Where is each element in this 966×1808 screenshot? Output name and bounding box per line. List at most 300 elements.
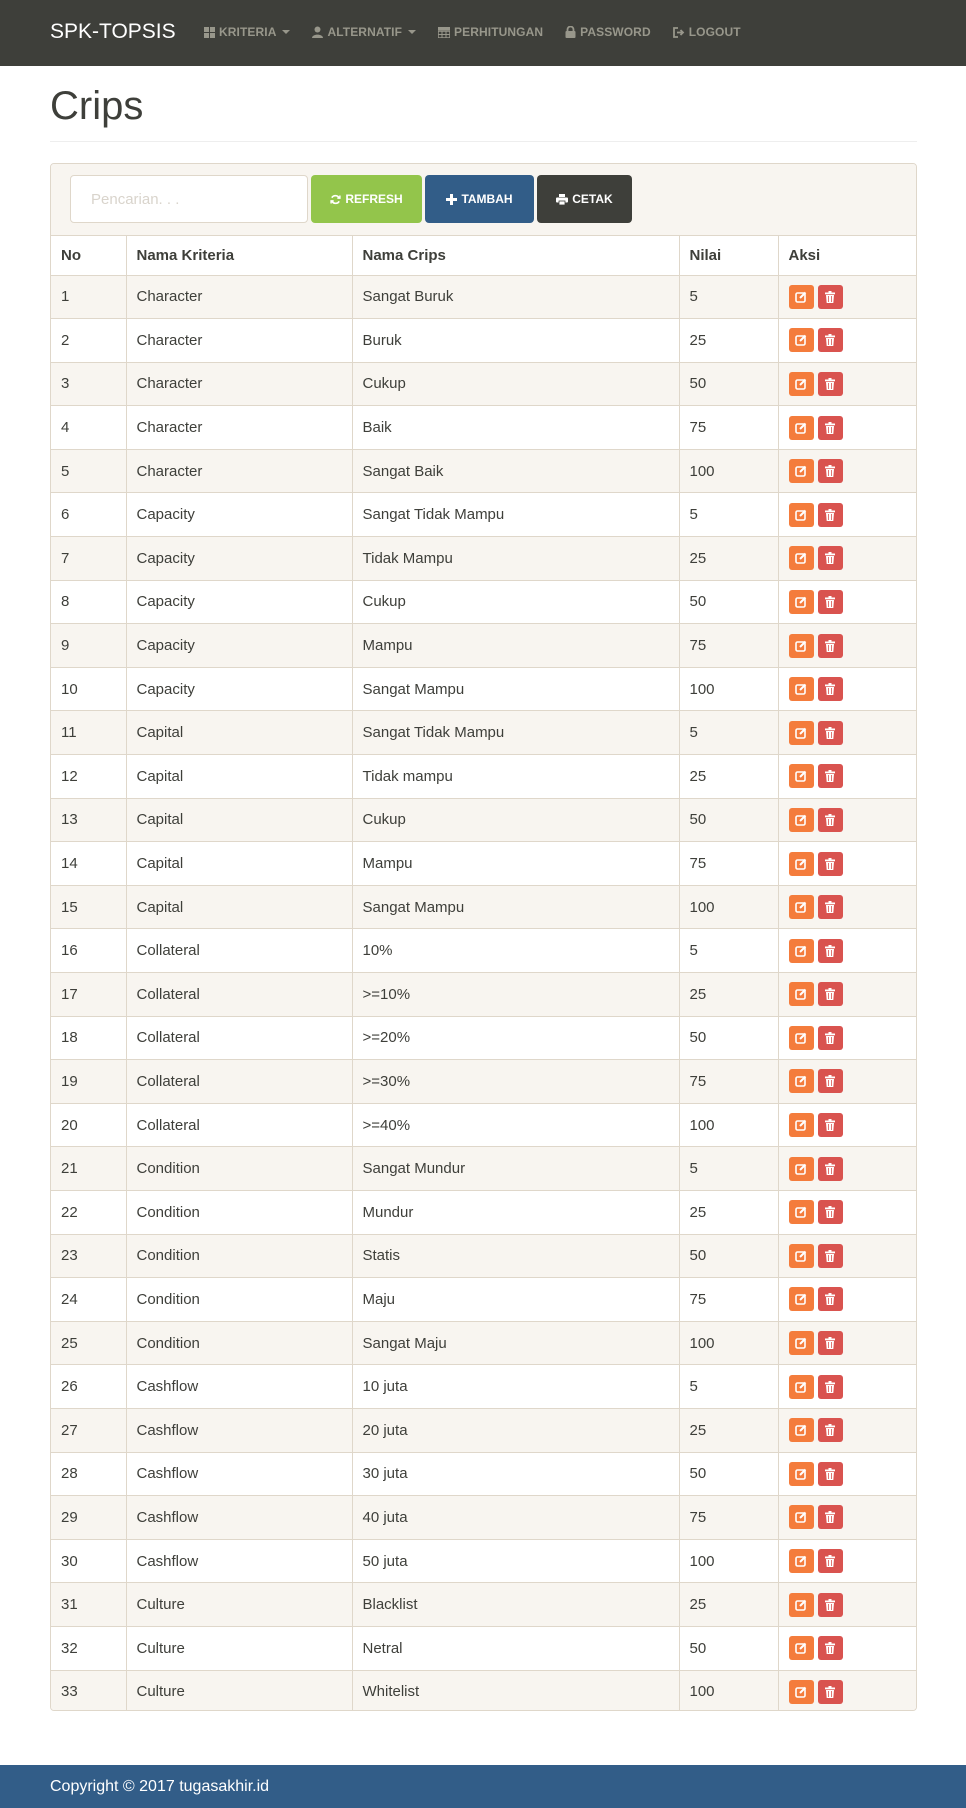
cell-nilai: 100 bbox=[679, 1539, 778, 1583]
cell-nilai: 100 bbox=[679, 449, 778, 493]
edit-button[interactable] bbox=[789, 721, 814, 745]
cell-nilai: 50 bbox=[679, 798, 778, 842]
cell-nama-kriteria: Cashflow bbox=[126, 1539, 352, 1583]
nav-label: PASSWORD bbox=[580, 25, 651, 39]
cell-no: 18 bbox=[51, 1016, 126, 1060]
edit-button[interactable] bbox=[789, 764, 814, 788]
cell-nama-crips: >=20% bbox=[352, 1016, 679, 1060]
delete-button[interactable] bbox=[818, 1375, 843, 1399]
cell-nilai: 100 bbox=[679, 1103, 778, 1147]
delete-button[interactable] bbox=[818, 546, 843, 570]
edit-icon bbox=[795, 1206, 807, 1218]
cell-aksi bbox=[778, 1365, 916, 1409]
row-actions bbox=[789, 590, 907, 614]
nav-item-password[interactable] bbox=[561, 0, 669, 64]
trash-icon bbox=[825, 901, 835, 913]
cell-nama-crips: 10 juta bbox=[352, 1365, 679, 1409]
cell-aksi bbox=[778, 1147, 916, 1191]
table-row bbox=[51, 1016, 916, 1060]
delete-button[interactable] bbox=[818, 852, 843, 876]
cell-nama-crips: Sangat Baik bbox=[352, 449, 679, 493]
table-row bbox=[51, 1365, 916, 1409]
edit-button[interactable] bbox=[789, 416, 814, 440]
delete-button[interactable] bbox=[818, 1636, 843, 1660]
edit-button[interactable] bbox=[789, 1462, 814, 1486]
crips-table bbox=[51, 236, 916, 1711]
refresh-label: REFRESH bbox=[345, 192, 403, 206]
delete-button[interactable] bbox=[818, 677, 843, 701]
delete-button[interactable] bbox=[818, 328, 843, 352]
delete-button[interactable] bbox=[818, 285, 843, 309]
crips-panel bbox=[50, 163, 917, 1711]
cell-nilai: 50 bbox=[679, 362, 778, 406]
cell-aksi bbox=[778, 362, 916, 406]
row-actions bbox=[789, 285, 907, 309]
plus-icon bbox=[446, 194, 457, 205]
edit-icon bbox=[795, 727, 807, 739]
trash-icon bbox=[825, 1381, 835, 1393]
edit-button[interactable] bbox=[789, 1680, 814, 1704]
navbar bbox=[0, 0, 966, 66]
cell-no: 2 bbox=[51, 319, 126, 363]
edit-button[interactable] bbox=[789, 1549, 814, 1573]
cell-nama-crips: Cukup bbox=[352, 798, 679, 842]
edit-icon bbox=[795, 1250, 807, 1262]
cell-aksi bbox=[778, 1190, 916, 1234]
table-row bbox=[51, 362, 916, 406]
trash-icon bbox=[825, 1119, 835, 1131]
row-actions bbox=[789, 1069, 907, 1093]
cell-aksi bbox=[778, 929, 916, 973]
cell-no: 13 bbox=[51, 798, 126, 842]
cell-nama-kriteria: Capacity bbox=[126, 537, 352, 581]
edit-button[interactable] bbox=[789, 1200, 814, 1224]
cell-nama-crips: Sangat Mampu bbox=[352, 667, 679, 711]
cell-nama-crips: Sangat Tidak Mampu bbox=[352, 493, 679, 537]
edit-button[interactable] bbox=[789, 546, 814, 570]
cell-no: 1 bbox=[51, 275, 126, 319]
title-divider bbox=[50, 141, 917, 142]
delete-button[interactable] bbox=[818, 982, 843, 1006]
row-actions bbox=[789, 416, 907, 440]
trash-icon bbox=[825, 814, 835, 826]
edit-icon bbox=[795, 509, 807, 521]
cell-nama-kriteria: Condition bbox=[126, 1321, 352, 1365]
cell-nama-kriteria: Capital bbox=[126, 885, 352, 929]
edit-button[interactable] bbox=[789, 1244, 814, 1268]
table-row bbox=[51, 1408, 916, 1452]
cell-nama-crips: Mampu bbox=[352, 842, 679, 886]
cell-nama-crips: Maju bbox=[352, 1278, 679, 1322]
row-actions bbox=[789, 721, 907, 745]
edit-button[interactable] bbox=[789, 1331, 814, 1355]
delete-button[interactable] bbox=[818, 503, 843, 527]
cell-nama-crips: Baik bbox=[352, 406, 679, 450]
cell-nilai: 5 bbox=[679, 1147, 778, 1191]
cell-nilai: 50 bbox=[679, 1016, 778, 1060]
row-actions bbox=[789, 1200, 907, 1224]
table-row bbox=[51, 406, 916, 450]
cell-nama-crips: Sangat Buruk bbox=[352, 275, 679, 319]
delete-button[interactable] bbox=[818, 1287, 843, 1311]
cell-nama-kriteria: Cashflow bbox=[126, 1496, 352, 1540]
nav-label: LOGOUT bbox=[688, 25, 741, 39]
nav-item-alternatif[interactable] bbox=[308, 0, 434, 64]
nav-label: KRITERIA bbox=[219, 25, 277, 39]
edit-icon bbox=[795, 1511, 807, 1523]
panel-toolbar bbox=[51, 164, 916, 236]
edit-icon bbox=[795, 378, 807, 390]
cell-no: 31 bbox=[51, 1583, 126, 1627]
cell-aksi bbox=[778, 1626, 916, 1670]
delete-button[interactable] bbox=[818, 1113, 843, 1137]
edit-icon bbox=[795, 552, 807, 564]
delete-button[interactable] bbox=[818, 1069, 843, 1093]
cell-no: 25 bbox=[51, 1321, 126, 1365]
delete-button[interactable] bbox=[818, 590, 843, 614]
edit-button[interactable] bbox=[789, 1418, 814, 1442]
cell-nilai: 50 bbox=[679, 1234, 778, 1278]
row-actions bbox=[789, 895, 907, 919]
cell-aksi bbox=[778, 1583, 916, 1627]
edit-button[interactable] bbox=[789, 1287, 814, 1311]
cell-aksi bbox=[778, 1670, 916, 1711]
cell-no: 6 bbox=[51, 493, 126, 537]
delete-button[interactable] bbox=[818, 939, 843, 963]
cell-nama-kriteria: Culture bbox=[126, 1670, 352, 1711]
cell-aksi bbox=[778, 1103, 916, 1147]
table-row bbox=[51, 929, 916, 973]
cell-nilai: 50 bbox=[679, 1626, 778, 1670]
edit-button[interactable] bbox=[789, 1069, 814, 1093]
nav-item-perhitungan[interactable] bbox=[434, 0, 561, 64]
cell-no: 33 bbox=[51, 1670, 126, 1711]
trash-icon bbox=[825, 1250, 835, 1262]
cell-aksi bbox=[778, 1278, 916, 1322]
trash-icon bbox=[825, 1555, 835, 1567]
edit-icon bbox=[795, 814, 807, 826]
edit-button[interactable] bbox=[789, 285, 814, 309]
cell-aksi bbox=[778, 624, 916, 668]
cell-nilai: 75 bbox=[679, 1278, 778, 1322]
cell-no: 28 bbox=[51, 1452, 126, 1496]
delete-button[interactable] bbox=[818, 1505, 843, 1529]
cell-no: 23 bbox=[51, 1234, 126, 1278]
cell-nama-crips: Statis bbox=[352, 1234, 679, 1278]
trash-icon bbox=[825, 1642, 835, 1654]
edit-button[interactable] bbox=[789, 503, 814, 527]
edit-button[interactable] bbox=[789, 1375, 814, 1399]
cell-nama-crips: Sangat Mundur bbox=[352, 1147, 679, 1191]
nav-item-kriteria[interactable] bbox=[200, 0, 308, 64]
trash-icon bbox=[825, 1293, 835, 1305]
cell-nama-kriteria: Collateral bbox=[126, 929, 352, 973]
trash-icon bbox=[825, 640, 835, 652]
row-actions bbox=[789, 1157, 907, 1181]
cell-aksi bbox=[778, 1539, 916, 1583]
edit-icon bbox=[795, 334, 807, 346]
edit-button[interactable] bbox=[789, 939, 814, 963]
delete-button[interactable] bbox=[818, 764, 843, 788]
cell-nama-crips: Netral bbox=[352, 1626, 679, 1670]
row-actions bbox=[789, 1287, 907, 1311]
edit-button[interactable] bbox=[789, 982, 814, 1006]
edit-icon bbox=[795, 1075, 807, 1087]
table-row bbox=[51, 319, 916, 363]
cell-nama-crips: 50 juta bbox=[352, 1539, 679, 1583]
cell-nama-crips: 40 juta bbox=[352, 1496, 679, 1540]
table-row bbox=[51, 798, 916, 842]
edit-icon bbox=[795, 596, 807, 608]
header-no: No bbox=[51, 236, 126, 275]
edit-icon bbox=[795, 1119, 807, 1131]
cell-no: 26 bbox=[51, 1365, 126, 1409]
trash-icon bbox=[825, 1686, 835, 1698]
cell-no: 16 bbox=[51, 929, 126, 973]
cell-nama-kriteria: Character bbox=[126, 362, 352, 406]
delete-button[interactable] bbox=[818, 1680, 843, 1704]
logout-icon bbox=[673, 27, 685, 38]
edit-button[interactable] bbox=[789, 1026, 814, 1050]
lock-icon bbox=[565, 26, 576, 38]
cell-no: 14 bbox=[51, 842, 126, 886]
cell-no: 29 bbox=[51, 1496, 126, 1540]
table-row bbox=[51, 667, 916, 711]
trash-icon bbox=[825, 422, 835, 434]
trash-icon bbox=[825, 509, 835, 521]
edit-icon bbox=[795, 640, 807, 652]
delete-button[interactable] bbox=[818, 1331, 843, 1355]
cell-no: 17 bbox=[51, 973, 126, 1017]
trash-icon bbox=[825, 552, 835, 564]
edit-icon bbox=[795, 901, 807, 913]
edit-icon bbox=[795, 291, 807, 303]
cell-nama-crips: 30 juta bbox=[352, 1452, 679, 1496]
cell-nilai: 25 bbox=[679, 1583, 778, 1627]
cell-nilai: 25 bbox=[679, 319, 778, 363]
edit-button[interactable] bbox=[789, 1593, 814, 1617]
edit-icon bbox=[795, 1424, 807, 1436]
table-row bbox=[51, 1321, 916, 1365]
cell-nama-crips: Sangat Mampu bbox=[352, 885, 679, 929]
refresh-button[interactable] bbox=[311, 175, 422, 223]
edit-button[interactable] bbox=[789, 808, 814, 832]
row-actions bbox=[789, 328, 907, 352]
cell-nama-kriteria: Condition bbox=[126, 1147, 352, 1191]
cell-no: 32 bbox=[51, 1626, 126, 1670]
cell-aksi bbox=[778, 973, 916, 1017]
table-row bbox=[51, 755, 916, 799]
row-actions bbox=[789, 1593, 907, 1617]
caret-down-icon bbox=[282, 30, 290, 34]
cell-nama-kriteria: Condition bbox=[126, 1278, 352, 1322]
delete-button[interactable] bbox=[818, 808, 843, 832]
delete-button[interactable] bbox=[818, 1418, 843, 1442]
edit-icon bbox=[795, 988, 807, 1000]
print-button[interactable] bbox=[537, 175, 632, 223]
delete-button[interactable] bbox=[818, 1462, 843, 1486]
cell-no: 5 bbox=[51, 449, 126, 493]
cell-aksi bbox=[778, 755, 916, 799]
refresh-icon bbox=[330, 194, 341, 205]
table-row bbox=[51, 842, 916, 886]
delete-button[interactable] bbox=[818, 416, 843, 440]
cell-nama-kriteria: Condition bbox=[126, 1234, 352, 1278]
trash-icon bbox=[825, 378, 835, 390]
edit-button[interactable] bbox=[789, 1157, 814, 1181]
cell-nama-kriteria: Cashflow bbox=[126, 1408, 352, 1452]
edit-icon bbox=[795, 422, 807, 434]
edit-button[interactable] bbox=[789, 590, 814, 614]
cell-nilai: 100 bbox=[679, 1670, 778, 1711]
row-actions bbox=[789, 1331, 907, 1355]
cell-no: 19 bbox=[51, 1060, 126, 1104]
cell-aksi bbox=[778, 1452, 916, 1496]
delete-button[interactable] bbox=[818, 1157, 843, 1181]
cell-nama-kriteria: Culture bbox=[126, 1583, 352, 1627]
cell-nama-crips: Buruk bbox=[352, 319, 679, 363]
trash-icon bbox=[825, 334, 835, 346]
cell-nilai: 100 bbox=[679, 885, 778, 929]
table-row bbox=[51, 1583, 916, 1627]
delete-button[interactable] bbox=[818, 634, 843, 658]
row-actions bbox=[789, 852, 907, 876]
edit-icon bbox=[795, 1381, 807, 1393]
delete-button[interactable] bbox=[818, 1026, 843, 1050]
table-row bbox=[51, 1234, 916, 1278]
cell-nama-crips: Mundur bbox=[352, 1190, 679, 1234]
row-actions bbox=[789, 1244, 907, 1268]
cell-no: 3 bbox=[51, 362, 126, 406]
delete-button[interactable] bbox=[818, 721, 843, 745]
search-input[interactable] bbox=[70, 175, 308, 223]
add-button[interactable] bbox=[425, 175, 534, 223]
row-actions bbox=[789, 808, 907, 832]
brand-link[interactable]: SPK-TOPSIS bbox=[50, 20, 176, 43]
trash-icon bbox=[825, 1511, 835, 1523]
cell-nilai: 100 bbox=[679, 667, 778, 711]
cell-nama-kriteria: Collateral bbox=[126, 973, 352, 1017]
table-row bbox=[51, 1626, 916, 1670]
cell-nama-kriteria: Capital bbox=[126, 755, 352, 799]
cell-aksi bbox=[778, 275, 916, 319]
header-nama-crips: Nama Crips bbox=[352, 236, 679, 275]
nav-menu bbox=[200, 0, 759, 66]
row-actions bbox=[789, 503, 907, 527]
cell-nilai: 75 bbox=[679, 842, 778, 886]
edit-icon bbox=[795, 1555, 807, 1567]
row-actions bbox=[789, 1113, 907, 1137]
cell-nilai: 75 bbox=[679, 406, 778, 450]
cell-aksi bbox=[778, 798, 916, 842]
table-row bbox=[51, 1190, 916, 1234]
edit-button[interactable] bbox=[789, 895, 814, 919]
print-icon bbox=[556, 194, 568, 205]
cell-nama-crips: >=10% bbox=[352, 973, 679, 1017]
cell-nama-crips: Mampu bbox=[352, 624, 679, 668]
delete-button[interactable] bbox=[818, 1549, 843, 1573]
trash-icon bbox=[825, 1163, 835, 1175]
edit-button[interactable] bbox=[789, 459, 814, 483]
cell-no: 30 bbox=[51, 1539, 126, 1583]
edit-icon bbox=[795, 1032, 807, 1044]
row-actions bbox=[789, 982, 907, 1006]
footer-copyright: Copyright © 2017 tugasakhir.id bbox=[50, 1778, 270, 1795]
add-label: TAMBAH bbox=[461, 192, 513, 206]
cell-no: 9 bbox=[51, 624, 126, 668]
cell-nama-kriteria: Cashflow bbox=[126, 1365, 352, 1409]
caret-down-icon bbox=[408, 30, 416, 34]
table-row bbox=[51, 580, 916, 624]
delete-button[interactable] bbox=[818, 1593, 843, 1617]
cell-nama-kriteria: Character bbox=[126, 319, 352, 363]
cell-nama-kriteria: Cashflow bbox=[126, 1452, 352, 1496]
edit-button[interactable] bbox=[789, 634, 814, 658]
table-row bbox=[51, 1060, 916, 1104]
cell-nama-crips: 20 juta bbox=[352, 1408, 679, 1452]
table-row bbox=[51, 624, 916, 668]
cell-nama-kriteria: Capital bbox=[126, 798, 352, 842]
trash-icon bbox=[825, 727, 835, 739]
cell-nama-crips: Tidak Mampu bbox=[352, 537, 679, 581]
table-row bbox=[51, 537, 916, 581]
cell-aksi bbox=[778, 493, 916, 537]
nav-item-logout[interactable] bbox=[669, 0, 759, 64]
table-row bbox=[51, 885, 916, 929]
row-actions bbox=[789, 1375, 907, 1399]
cell-nama-kriteria: Collateral bbox=[126, 1016, 352, 1060]
cell-nama-crips: Sangat Tidak Mampu bbox=[352, 711, 679, 755]
header-nama-kriteria: Nama Kriteria bbox=[126, 236, 352, 275]
edit-button[interactable] bbox=[789, 1113, 814, 1137]
edit-button[interactable] bbox=[789, 852, 814, 876]
edit-button[interactable] bbox=[789, 677, 814, 701]
cell-nama-kriteria: Character bbox=[126, 449, 352, 493]
edit-button[interactable] bbox=[789, 1505, 814, 1529]
edit-icon bbox=[795, 1337, 807, 1349]
edit-icon bbox=[795, 1293, 807, 1305]
trash-icon bbox=[825, 1424, 835, 1436]
cell-nama-crips: Cukup bbox=[352, 362, 679, 406]
edit-button[interactable] bbox=[789, 372, 814, 396]
cell-aksi bbox=[778, 1408, 916, 1452]
row-actions bbox=[789, 372, 907, 396]
cell-nama-kriteria: Capital bbox=[126, 842, 352, 886]
row-actions bbox=[789, 1418, 907, 1442]
table-row bbox=[51, 1496, 916, 1540]
delete-button[interactable] bbox=[818, 1244, 843, 1268]
cell-nama-crips: Whitelist bbox=[352, 1670, 679, 1711]
delete-button[interactable] bbox=[818, 459, 843, 483]
nav-label: ALTERNATIF bbox=[327, 25, 403, 39]
cell-nilai: 25 bbox=[679, 537, 778, 581]
edit-icon bbox=[795, 1468, 807, 1480]
table-row bbox=[51, 1278, 916, 1322]
delete-button[interactable] bbox=[818, 895, 843, 919]
edit-button[interactable] bbox=[789, 328, 814, 352]
edit-button[interactable] bbox=[789, 1636, 814, 1660]
cell-no: 8 bbox=[51, 580, 126, 624]
cell-no: 10 bbox=[51, 667, 126, 711]
cell-nilai: 25 bbox=[679, 755, 778, 799]
delete-button[interactable] bbox=[818, 1200, 843, 1224]
delete-button[interactable] bbox=[818, 372, 843, 396]
cell-no: 27 bbox=[51, 1408, 126, 1452]
cell-nilai: 50 bbox=[679, 580, 778, 624]
cell-aksi bbox=[778, 1060, 916, 1104]
cell-no: 24 bbox=[51, 1278, 126, 1322]
cell-nilai: 5 bbox=[679, 1365, 778, 1409]
